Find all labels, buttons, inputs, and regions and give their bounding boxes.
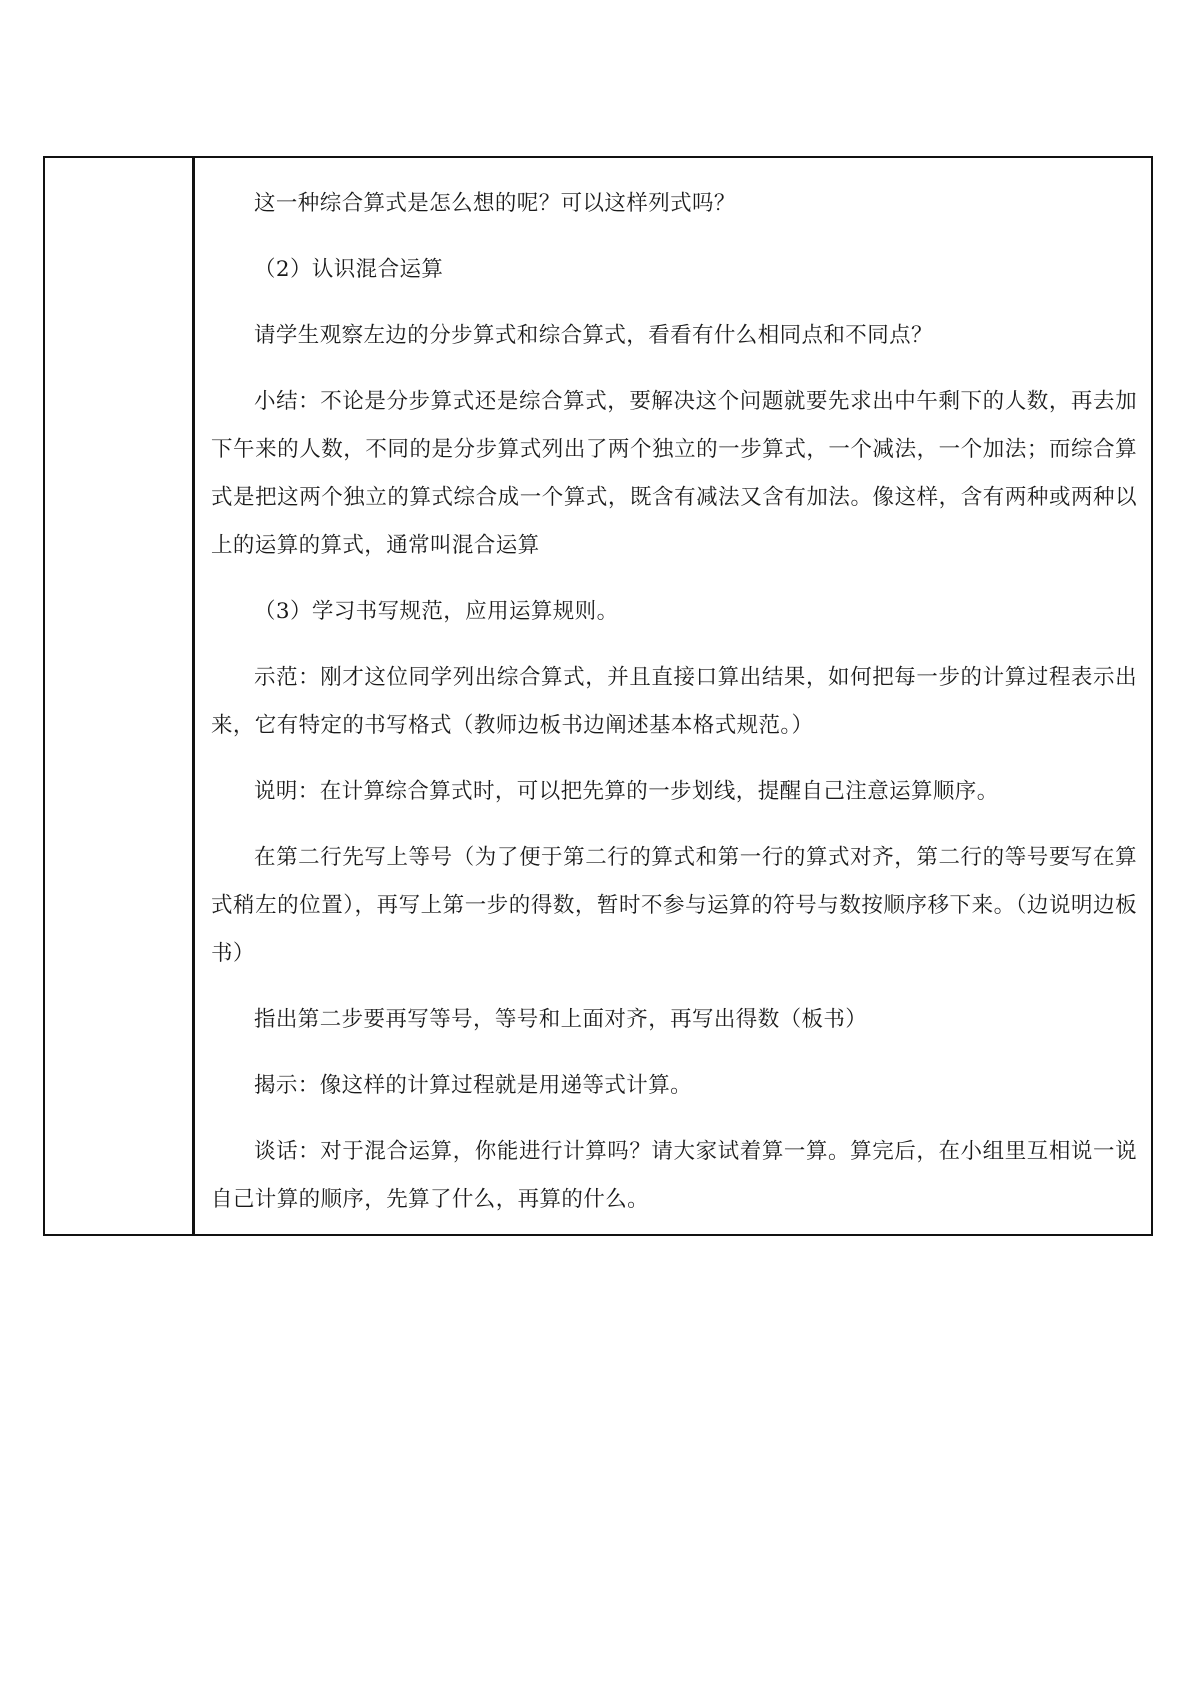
paragraph-section-3: （3）学习书写规范，应用运算规则。 [254,599,619,624]
table-content-cell [195,158,1151,1234]
lesson-table [43,156,1153,1236]
paragraph-second-step: 指出第二步要再写等号，等号和上面对齐，再写出得数（板书） [254,1007,868,1032]
paragraph-observe: 请学生观察左边的分步算式和综合算式，看看有什么相同点和不同点？ [254,323,933,348]
paragraph-reveal: 揭示：像这样的计算过程就是用递等式计算。 [254,1073,693,1098]
paragraph-talk: 谈话：对于混合运算，你能进行计算吗？请大家试着算一算。算完后，在小组里互相说一说自己计算的顺序，先算了什么，再算的什么。 [211,1139,1137,1212]
paragraph-question: 这一种综合算式是怎么想的呢？可以这样列式吗？ [254,191,736,216]
paragraph-explanation: 说明：在计算综合算式时，可以把先算的一步划线，提醒自己注意运算顺序。 [254,779,999,804]
paragraph-demonstration: 示范：刚才这位同学列出综合算式，并且直接口算出结果，如何把每一步的计算过程表示出来，它有特定的书写格式（教师边板书边阐述基本格式规范。） [211,665,1137,738]
table-left-cell [45,158,195,1234]
paragraph-summary: 小结：不论是分步算式还是综合算式，要解决这个问题就要先求出中午剩下的人数，再去加下午来的人数，不同的是分步算式列出了两个独立的一步算式，一个减法，一个加法；而综合算式是把这两个独立的算式综合成一个算式，既含有减法又含有加法。像这样，含有两种或两种以上的运算的算式，通常叫混合运算 [211,389,1137,558]
paragraph-second-line: 在第二行先写上等号（为了便于第二行的算式和第一行的算式对齐，第二行的等号要写在算式稍左的位置），再写上第一步的得数，暂时不参与运算的符号与数按顺序移下来。（边说明边板书） [211,845,1137,966]
paragraph-section-2: （2）认识混合运算 [254,257,444,282]
